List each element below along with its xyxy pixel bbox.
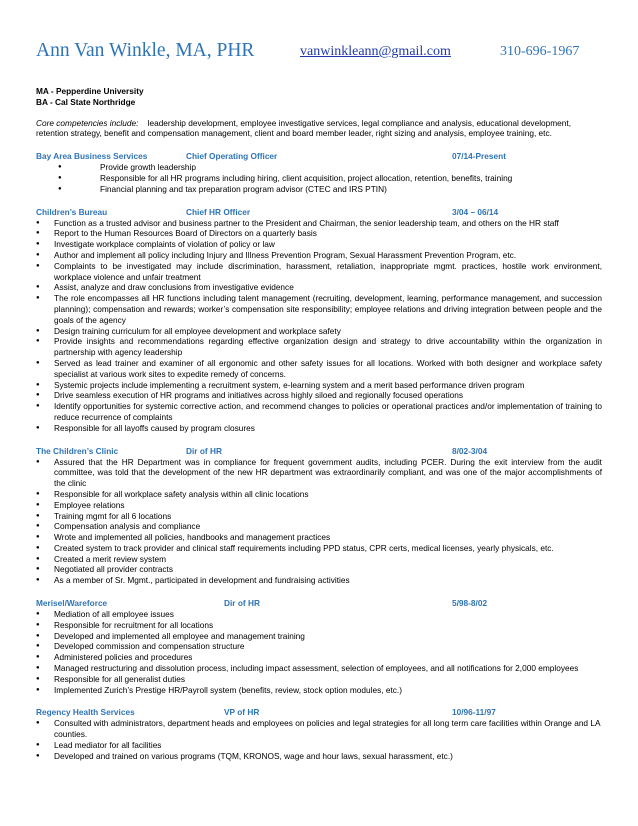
job-company: Merisel/Wareforce — [36, 598, 108, 609]
list-item: ● As a member of Sr. Mgmt., participated in development and fundraising activities — [36, 575, 602, 586]
job-company: Children’s Bureau — [36, 206, 108, 217]
list-item: ● Assured that the HR Department was in compliance for frequent government audits, including PCER. During the exit interview from the audit committee, was told that the development of the new HR department was extraordinarily compliant, and was one of the major accomplishments of the clinic — [36, 457, 602, 489]
list-item: ● Responsible for all workplace safety analysis within all clinic locations — [36, 489, 602, 500]
job-title: Chief HR Officer — [186, 206, 251, 217]
job-header — [36, 707, 602, 718]
job-title: Chief Operating Officer — [186, 151, 278, 162]
job-company: Bay Area Business Services — [36, 151, 148, 162]
list-item: ● Author and implement all policy including Injury and Illness Prevention Program, Sexual Harassment Prevention Program, etc. — [36, 250, 602, 261]
list-item: ● Systemic projects include implementing a recruitment system, e-learning system and a merit based performance driven program — [36, 380, 602, 391]
list-item: ● The role encompasses all HR functions including talent management (recruiting, development, learning, performance management, and succession planning); compensation and rewards; worker’s compensation site responsibility; employee relations and driving integration between people and the goals of the agency — [36, 293, 602, 325]
list-item: ● Investigate workplace complaints of violation of policy or law — [36, 239, 602, 250]
list-item: ● Provide growth leadership — [36, 162, 602, 173]
job-childrens-clinic — [36, 446, 602, 587]
list-item: ● Administered policies and procedures — [36, 652, 602, 663]
list-item: ● Complaints to be investigated may include discrimination, harassment, retaliation, inappropriate mgmt. practices, hostile work environment, workplace violence and unfair treatment — [36, 261, 602, 283]
list-item: ● Drive seamless execution of HR programs and initiatives across highly siloed and regionally focused operations — [36, 390, 602, 401]
list-item: ● Mediation of all employee issues — [36, 609, 602, 620]
resume-body — [36, 86, 602, 762]
job-bullets — [36, 218, 602, 434]
list-item: ● Employee relations — [36, 500, 602, 511]
job-header — [36, 151, 602, 162]
list-item: ● Lead mediator for all facilities — [36, 740, 602, 751]
job-header — [36, 207, 602, 218]
resume-header — [36, 40, 602, 66]
list-item: ● Developed and implemented all employee and management training — [36, 631, 602, 642]
list-item: ● Function as a trusted advisor and business partner to the President and Chairman, the senior leadership team, and others on the HR staff — [36, 218, 602, 229]
list-item: ● Design training curriculum for all employee development and workplace safety — [36, 326, 602, 337]
list-item: ● Financial planning and tax preparation program advisor (CTEC and IRS PTIN) — [36, 184, 602, 195]
list-item: ● Developed and trained on various programs (TQM, KRONOS, wage and hour laws, sexual harassment, etc.) — [36, 751, 602, 762]
job-bullets — [36, 162, 602, 194]
list-item: ● Developed commission and compensation structure — [36, 641, 602, 652]
job-title: Dir of HR — [224, 598, 260, 609]
job-dates: 8/02-3/04 — [452, 445, 488, 456]
job-childrens-bureau — [36, 207, 602, 434]
job-bullets — [36, 718, 602, 761]
list-item: ● Responsible for recruitment for all locations — [36, 620, 602, 631]
job-dates: 3/04 – 06/14 — [452, 206, 499, 217]
list-item: ● Negotiated all provider contracts — [36, 564, 602, 575]
job-dates: 10/96-11/97 — [452, 707, 496, 718]
list-item: ● Consulted with administrators, department heads and employees on policies and legal strategies for all long term care facilities within Orange and LA counties. — [36, 718, 602, 740]
job-dates: 07/14-Present — [452, 151, 506, 162]
job-company: Regency Health Services — [36, 707, 135, 718]
job-bay-area — [36, 151, 602, 194]
list-item: ● Training mgmt for all 6 locations — [36, 511, 602, 522]
core-competencies-label: Core competencies include: — [36, 117, 139, 128]
list-item: ● Managed restructuring and dissolution process, including impact assessment, selection of employees, and all notifications for 2,000 employees — [36, 663, 602, 674]
job-company: The Children’s Clinic — [36, 445, 119, 456]
list-item: ● Implemented Zurich’s Prestige HR/Payroll system (benefits, review, stock option modules, etc.) — [36, 685, 602, 696]
job-title: Dir of HR — [186, 445, 222, 456]
list-item: ● Report to the Human Resources Board of Directors on a quarterly basis — [36, 228, 602, 239]
core-competencies — [36, 118, 602, 140]
list-item: ● Responsible for all layoffs caused by program closures — [36, 423, 602, 434]
degree-ba: BA - Cal State Northridge — [36, 96, 136, 107]
list-item: ● Created a merit review system — [36, 554, 602, 565]
list-item: ● Created system to track provider and clinical staff requirements including PPD status, CPR certs, medical licenses, yearly physicals, etc. — [36, 543, 602, 554]
list-item: ● Responsible for all generalist duties — [36, 674, 602, 685]
degree-ma: MA - Pepperdine University — [36, 86, 144, 96]
list-item: ● Identify opportunities for systemic corrective action, and recommend changes to policies or operational practices and/or implementation of training to reduce recurrence of complaints — [36, 401, 602, 423]
job-bullets — [36, 609, 602, 695]
list-item: ● Wrote and implemented all policies, handbooks and management practices — [36, 532, 602, 543]
list-item: ● Served as lead trainer and examiner of all ergonomic and other safety issues for all locations. Worked with both designer and workplace safety specialist at various work sites to expedite remedy of concerns. — [36, 358, 602, 380]
job-title: VP of HR — [224, 707, 260, 718]
phone-number: 310-696-1967 — [500, 44, 580, 59]
job-merisel — [36, 598, 602, 695]
job-bullets — [36, 457, 602, 587]
job-header — [36, 446, 602, 457]
list-item: ● Assist, analyze and draw conclusions from investigative evidence — [36, 282, 602, 293]
candidate-name: Ann Van Winkle, MA, PHR — [36, 40, 255, 61]
list-item: ● Compensation analysis and compliance — [36, 521, 602, 532]
job-regency — [36, 707, 602, 761]
core-competencies-text: leadership development, employee investigative services, legal compliance and analysis, educational development, retention strategy, benefit and compensation management, client and board member leader, right sizing and analysis, employee training, etc. — [36, 117, 572, 139]
list-item: ● Provide insights and recommendations regarding effective organization design and strategy to drive accountability within the organization in partnership with agency leadership — [36, 336, 602, 358]
job-dates: 5/98-8/02 — [452, 598, 488, 609]
list-item: ● Responsible for all HR programs including hiring, client acquisition, project allocation, retention, benefits, training — [36, 173, 602, 184]
job-header — [36, 598, 602, 609]
email-link[interactable]: vanwinkleann@gmail.com — [300, 44, 451, 59]
